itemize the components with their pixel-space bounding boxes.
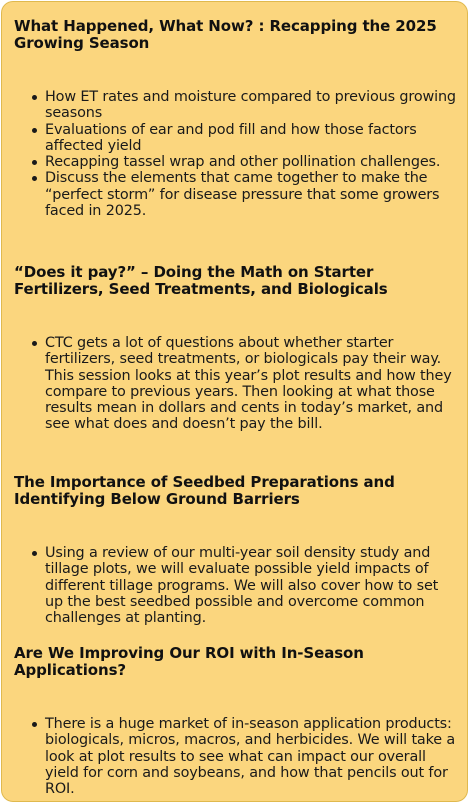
- bullet-dot-icon: [32, 722, 37, 727]
- session-4: [14, 645, 457, 797]
- session-1-heading: What Happened, What Now? : Recapping the 2025 Growing Season: [14, 17, 437, 52]
- session-3-bullets: [14, 545, 457, 626]
- session-4-heading: Are We Improving Our ROI with In-Season Applications?: [14, 644, 364, 679]
- bullet-dot-icon: [32, 551, 37, 556]
- session-4-bullets: [14, 716, 457, 797]
- bullet-item: Evaluations of ear and pod fill and how those factors affected yield: [14, 122, 457, 155]
- session-1-bullets: [14, 89, 457, 219]
- bullet-dot-icon: [32, 128, 37, 133]
- bullet-dot-icon: [32, 160, 37, 165]
- session-1: [14, 18, 457, 219]
- bullet-item: Discuss the elements that came together to make the “perfect storm” for disease pressure that some growers faced in 2025.: [14, 170, 457, 219]
- session-2-bullets: [14, 335, 457, 433]
- bullet-item: How ET rates and moisture compared to previous growing seasons: [14, 89, 457, 122]
- bullet-dot-icon: [32, 176, 37, 181]
- session-3-heading: The Importance of Seedbed Preparations and Identifying Below Ground Barriers: [14, 473, 395, 508]
- bullet-dot-icon: [32, 95, 37, 100]
- bullet-dot-icon: [32, 341, 37, 346]
- bullet-item: There is a huge market of in-season application products: biologicals, micros, macros, and herbicides. We will take a look at plot results to see what can impact our overall yield for corn and soybeans, and how that pencils out for ROI.: [14, 716, 457, 797]
- session-2-heading: “Does it pay?” – Doing the Math on Starter Fertilizers, Seed Treatments, and Biologicals: [14, 263, 388, 298]
- session-card: [1, 1, 468, 802]
- session-3: [14, 474, 457, 626]
- session-2: [14, 264, 457, 433]
- bullet-item: Recapping tassel wrap and other pollination challenges.: [14, 154, 457, 170]
- bullet-item: Using a review of our multi-year soil density study and tillage plots, we will evaluate possible yield impacts of different tillage programs. We will also cover how to set up the best seedbed possible and overcome common challenges at planting.: [14, 545, 457, 626]
- bullet-item: CTC gets a lot of questions about whether starter fertilizers, seed treatments, or biologicals pay their way. This session looks at this year’s plot results and how they compare to previous years. Then looking at what those results mean in dollars and cents in today’s market, and see what does and doesn’t pay the bill.: [14, 335, 457, 433]
